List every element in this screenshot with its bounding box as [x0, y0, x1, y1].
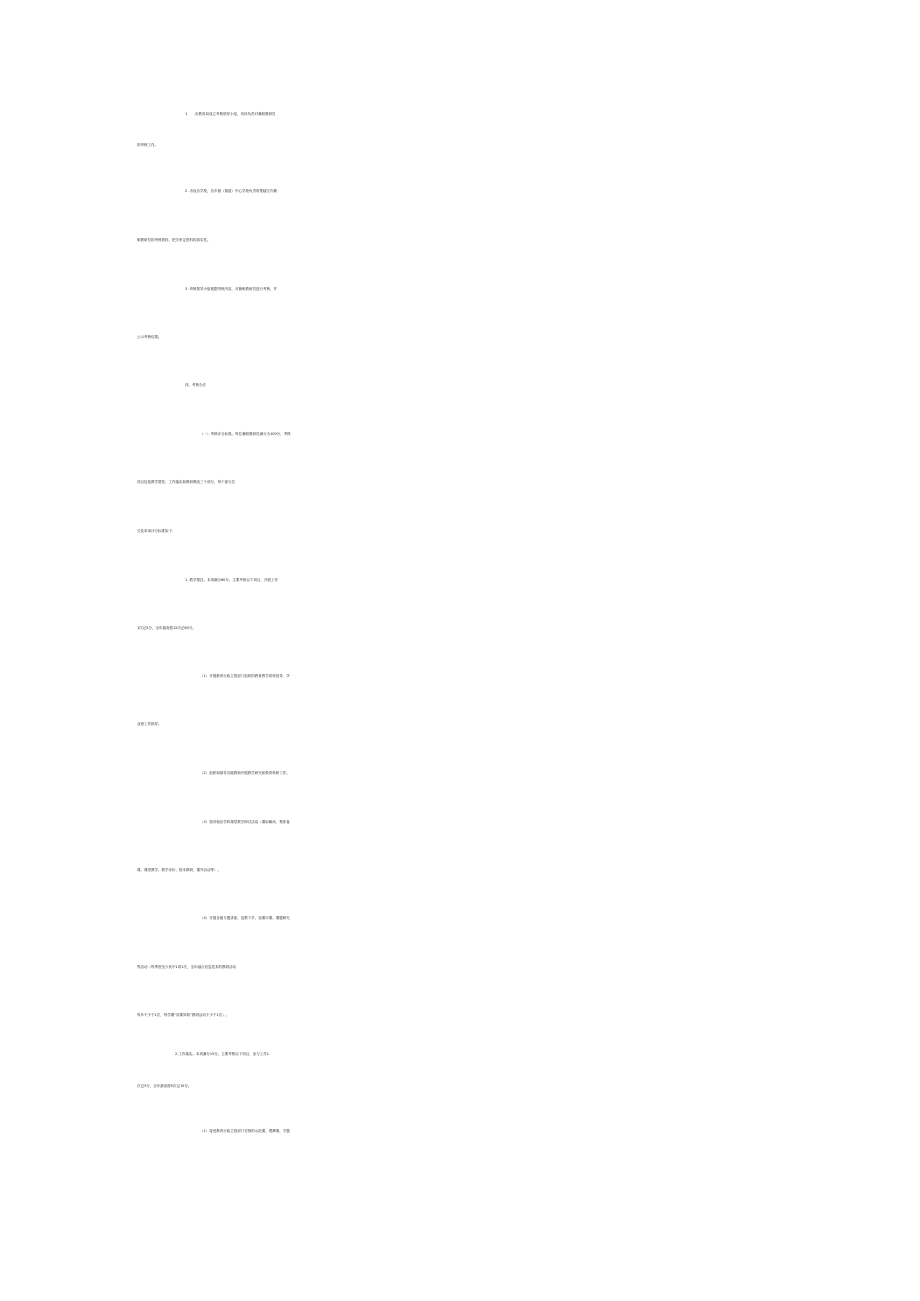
text-line: 2 .市直各学校、各乡旗（街道）中心学校负责收集辖区内兼: [185, 189, 277, 193]
text-line: 课、课堂教学、教学评价、校本教研、课外活动等）。: [137, 868, 221, 872]
text-line: 分及单项评分标准如下：: [137, 529, 176, 533]
text-line: （1）接受教育行政主管部门安排的示范课、观摩课、专题: [200, 1129, 290, 1133]
text-line: （4）开展各级专题讲座、送教下乡、说课评课、课题研究: [200, 916, 290, 920]
text-line: 每年不少于1次，每学期“同课异构”教研活动不少于1次）。: [137, 1013, 230, 1017]
text-line: 业班工作指导。: [137, 722, 162, 726]
text-line: 1次记5分，全年最高按12次记60分。: [137, 626, 196, 630]
text-line: （3）指导相应学科课堂教学研讨活动（课标解读、集体备: [200, 820, 290, 824]
text-line: 等活动（每季度至少其中1项1次，全年融合信息技术的教研活动: [137, 965, 236, 969]
text-line: 公示考核结果。: [137, 335, 162, 339]
section-heading: 四、考核办法: [185, 383, 206, 387]
text-line: 项目包括教学帮扶、工作落实和教研教改三个部分，每个部分总: [137, 480, 235, 484]
text-line: 1 .教学帮扶。本项满分60分。主要考核以下项目，开展工作: [185, 578, 278, 582]
text-line: 的考核工作。: [137, 143, 158, 147]
text-line: （1）开展教育行政主管部门组织的教育教学常规视导、毕: [200, 674, 290, 678]
text-line: 次记3分，全年最高按5次记15分。: [137, 1084, 192, 1088]
text-line: 2.工作落实。本项满分15分。主要考核以下项目，参与工作1: [175, 1052, 270, 1056]
text-line: 职教研员的考核资料，把关审定资料的真实性。: [137, 238, 211, 242]
text-line: （一）考核评分标准。每位兼职教研员满分为100分，考核: [200, 432, 291, 436]
text-line: （2）组织和指导各级教师开展教学研究和教育科研工作。: [200, 771, 290, 775]
text-line: 1 .市教育局成立考核领导小组，具体负责对兼职教研员: [185, 112, 276, 116]
text-line: 3 .考核领导小组根据考核内容，对兼职教研员进行考核，并: [185, 287, 277, 291]
